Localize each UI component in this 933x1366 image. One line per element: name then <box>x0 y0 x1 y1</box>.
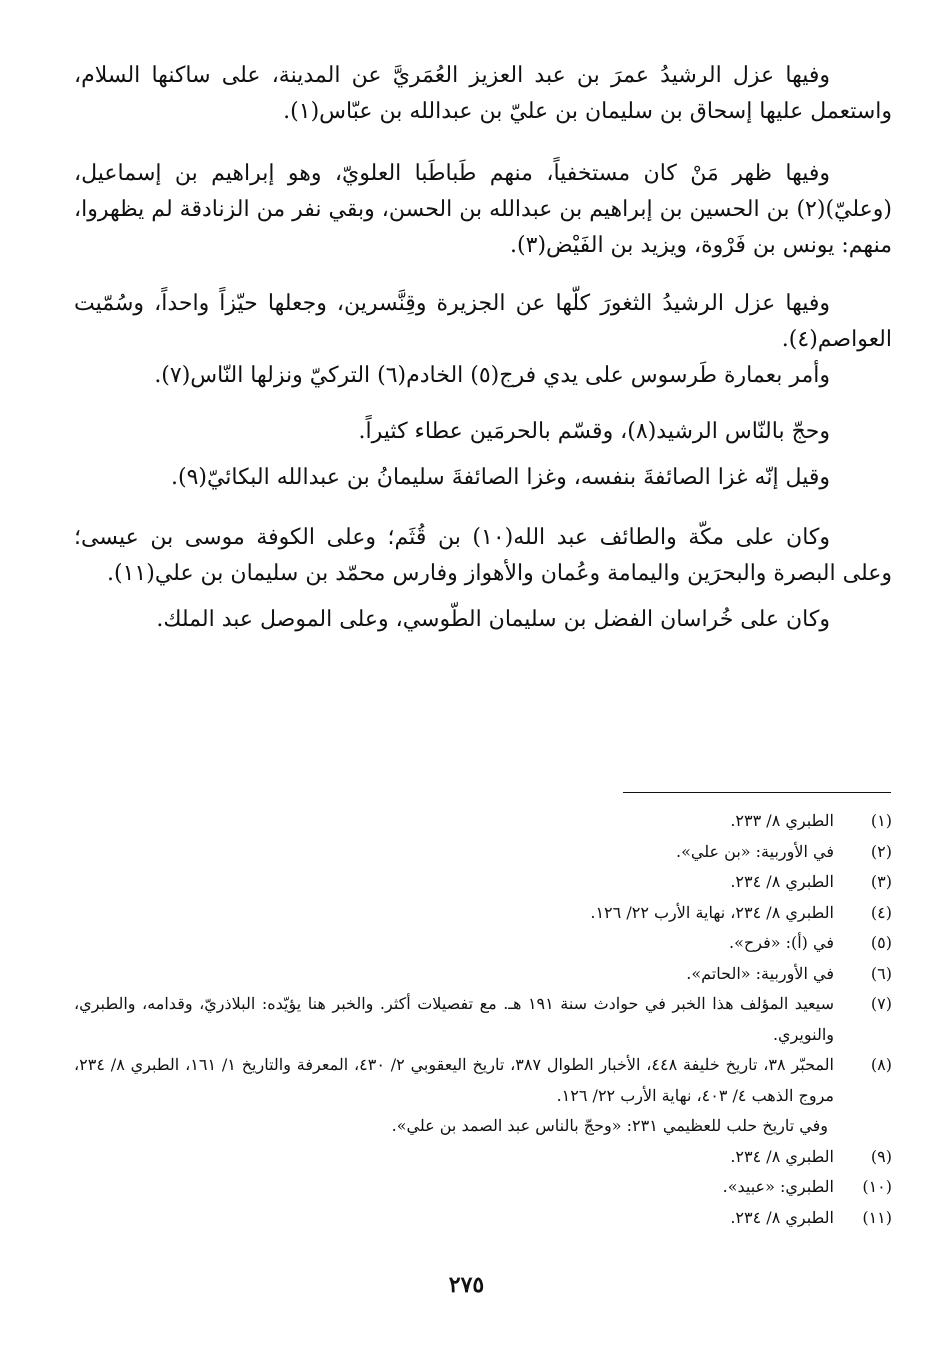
footnote-text: الطبري ٨/ ٢٣٤. <box>730 872 834 891</box>
footnote <box>74 928 892 959</box>
footnote-number: (٧) <box>870 994 892 1013</box>
footnote <box>74 1172 892 1203</box>
footnote-text: الطبري ٨/ ٢٣٤. <box>730 1207 834 1227</box>
footnote-text: وفي تاريخ حلب للعظيمي ٢٣١: «وحجّ بالناس عبد الصمد بن علي». <box>391 1116 828 1135</box>
footnote-text: المحبّر ٣٨، تاريخ خليفة ٤٤٨، الأخبار الطوال ٣٨٧، تاريخ اليعقوبي ٢/ ٤٣٠، المعرفة والتاريخ ١/ ١٦١، الطبري ٨/ ٢٣٤، مروج الذهب ٤/ ٤٠٣، نهاية الأرب ٢٢/ ١٢٦. <box>74 1055 834 1105</box>
footnote-text: في الأوربية: «بن علي». <box>676 841 834 861</box>
footnote-number: (٩) <box>870 1146 892 1166</box>
footnote-number: (٢) <box>870 841 892 861</box>
footnote <box>74 806 892 837</box>
footnote <box>74 1203 892 1234</box>
footnote-text: الطبري ٨/ ٢٣٤. <box>730 1146 834 1166</box>
paragraph-5: وحجّ بالنّاس الرشيد(٨)، وقسّم بالحرمَين عطاء كثيراً. <box>358 419 830 444</box>
footnote <box>74 959 892 990</box>
footnote <box>74 1142 892 1173</box>
page-number: ٢٧٥ <box>448 1272 485 1298</box>
footnote <box>74 898 892 929</box>
footnote-number: (١١) <box>862 1207 892 1227</box>
footnote-text: في (أ): «فرح». <box>729 933 834 952</box>
footnote-separator <box>623 792 891 793</box>
footnote-text: الطبري ٨/ ٢٣٣. <box>730 811 834 830</box>
footnote-text: الطبري ٨/ ٢٣٤، نهاية الأرب ٢٢/ ١٢٦. <box>590 902 834 922</box>
footnote <box>74 1050 892 1111</box>
footnote-number: (٣) <box>870 872 892 891</box>
footnote <box>74 837 892 868</box>
footnote-number: (٤) <box>870 902 892 922</box>
footnote-number: (٦) <box>870 963 892 983</box>
paragraph-4: وأمر بعمارة طَرسوس على يدي فرج(٥) الخادم(٦) التركيّ ونزلها النّاس(٧). <box>154 363 830 388</box>
footnote-text: الطبري: «عبيد». <box>722 1177 834 1196</box>
footnote-number: (٥) <box>870 933 892 952</box>
footnote-number <box>828 1111 886 1142</box>
main-text <box>74 58 892 638</box>
paragraph-2: وفيها ظهر مَنْ كان مستخفياً، منهم طَباطَبا العلويّ، وهو إبراهيم بن إسماعيل، (وعليّ)(٢) بن الحسين بن إبراهيم بن عبدالله بن الحسن، وبقي نفر من الزنادقة لم يظهروا، منهم: يونس بن فَرْوة، ويزيد بن الفَيْض(٣). <box>74 161 892 258</box>
paragraph-6: وقيل إنّه غزا الصائفةَ بنفسه، وغزا الصائفةَ سليمانُ بن عبدالله البكائيّ(٩). <box>170 465 830 490</box>
footnote <box>74 867 892 898</box>
footnote-continuation <box>74 1111 892 1142</box>
footnote-number: (١) <box>870 811 892 830</box>
footnote-number: (٨) <box>870 1055 892 1074</box>
footnote-text: في الأوربية: «الحاتم». <box>686 963 834 983</box>
paragraph-7: وكان على مكّة والطائف عبد الله(١٠) بن قُثَم؛ وعلى الكوفة موسى بن عيسى؛ وعلى البصرة والبحرَين واليمامة وعُمان والأهواز وفارس محمّد بن سليمان بن علي(١١). <box>74 525 892 586</box>
footnote <box>74 989 892 1050</box>
footnote-text: سيعيد المؤلف هذا الخبر في حوادث سنة ١٩١ هـ. مع تفصيلات أكثر. والخبر هنا يؤيّده: البلاذريّ، وقدامه، والطبري، والنويري. <box>74 994 834 1044</box>
paragraph-3: وفيها عزل الرشيدُ الثغورَ كلّها عن الجزيرة وقِنَّسرين، وجعلها حيّزاً واحداً، وسُمّيت العواصم(٤). <box>74 291 892 352</box>
paragraph-1: وفيها عزل الرشيدُ عمرَ بن عبد العزيز العُمَريَّ عن المدينة، على ساكنها السلام، واستعمل عليها إسحاق بن سليمان بن عليّ بن عبدالله بن عبّاس(١). <box>74 63 892 124</box>
footnote-number: (١٠) <box>862 1177 892 1196</box>
footnotes <box>74 806 892 1233</box>
paragraph-8: وكان على خُراسان الفضل بن سليمان الطّوسي، وعلى الموصل عبد الملك. <box>156 607 830 632</box>
